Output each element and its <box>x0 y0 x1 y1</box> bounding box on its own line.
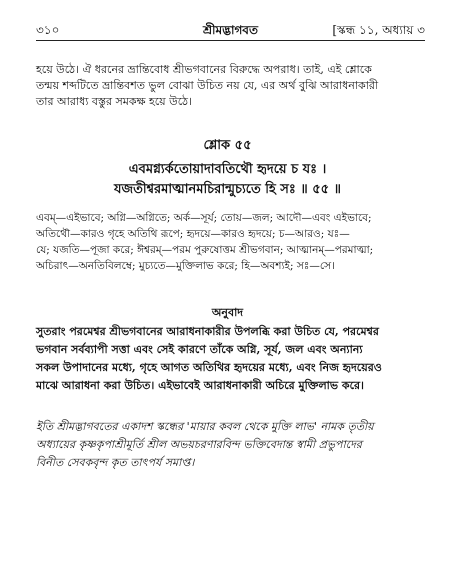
translation-heading: অনুবাদ <box>211 306 244 319</box>
translation-line: সকল উপাদানের মধ্যে, গৃহে আগত অতিথির হৃদয়ের মধ্যে, এবং নিজ হৃদয়েরও <box>36 361 382 374</box>
synonyms-line: এবম্—এইভাবে; অগ্নি—অগ্নিতে; অর্ক—সূর্য; তোয়—জল; আদৌ—এবং এইভাবে; <box>36 212 372 224</box>
translation-line: মাঝে আরাধনা করা উচিত। এইভাবেই আরাধনাকারী অচিরে মুক্তিলাভ করে। <box>36 379 364 392</box>
page-number: ৩১০ <box>36 23 60 37</box>
book-title: শ্রীমদ্ভাগবত <box>202 23 258 37</box>
verse-line: এবমগ্ন্যর্কতোয়াদাবতিথৌ হৃদয়ে চ যঃ । <box>128 162 327 177</box>
synonyms <box>36 210 425 274</box>
purport-line: হয়ে উঠে। ঐ ধরনের ভ্রান্তিবোধ শ্রীভগবানের বিরুদ্ধে অপরাধ। তাই, এই শ্লোকে <box>36 63 372 76</box>
purport-line: তার আরাধ্য বস্তুর সমকক্ষ হয়ে উঠে। <box>36 95 192 108</box>
colophon-line: ইতি শ্রীমদ্ভাগবতের একাদশ স্কন্ধের 'মায়ার কবল থেকে মুক্তি লাভ' নামক তৃতীয় <box>36 420 374 433</box>
purport-line: তন্ময় শব্দটিতে ভ্রান্তিবশত ভুল বোঝা উচিত নয় যে, এর অর্থ বুঝি আরাধনাকারী <box>36 79 379 92</box>
translation-line: সুতরাং পরমেশ্বর শ্রীভগবানের আরাধনাকারীর উপলব্ধি করা উচিত যে, পরমেশ্বর <box>36 325 379 338</box>
section-label: [স্কন্ধ ১১, অধ্যায় ৩ <box>332 23 425 37</box>
synonyms-line: অচিরাৎ—অনতিবিলম্বে; মুচ্যতে—মুক্তিলাভ করে; হি—অবশ্যই; সঃ—সে। <box>36 260 335 272</box>
colophon-line: বিনীত সেবকবৃন্দ কৃত তাৎপর্য সমাপ্ত। <box>36 456 195 469</box>
verse-title: শ্লোক ৫৫ <box>203 138 252 153</box>
colophon-line: অধ্যায়ের কৃষ্ণকৃপাশ্রীমূর্তি শ্রীল অভয়চরণারবিন্দ ভক্তিবেদান্ত স্বামী প্রভুপাদের <box>36 438 362 451</box>
synonyms-line: অতিথৌ—কারও গৃহে অতিথি রূপে; হৃদয়ে—কারও হৃদয়ে; চ—আরও; যঃ— <box>36 228 350 240</box>
purport-text <box>36 62 425 110</box>
page-header <box>36 20 425 40</box>
chapter-colophon <box>36 418 425 472</box>
verse-line: যজতীশ্বরমাত্মানমচিরান্মুচ্যতে হি সঃ ॥ ৫৫ ॥ <box>114 182 341 197</box>
header-rule <box>36 40 425 41</box>
translation-text <box>36 323 425 395</box>
synonyms-line: যে; যজতি—পূজা করে; ঈশ্বরম্—পরম পুরুষোত্তম শ্রীভগবান; আত্মানম্—পরমাত্মা; <box>36 244 374 256</box>
verse-text <box>0 160 455 200</box>
translation-line: ভগবান সর্বব্যাপী সত্তা এবং সেই কারণে তাঁকে অগ্নি, সূর্য, জল এবং অন্যান্য <box>36 343 363 356</box>
